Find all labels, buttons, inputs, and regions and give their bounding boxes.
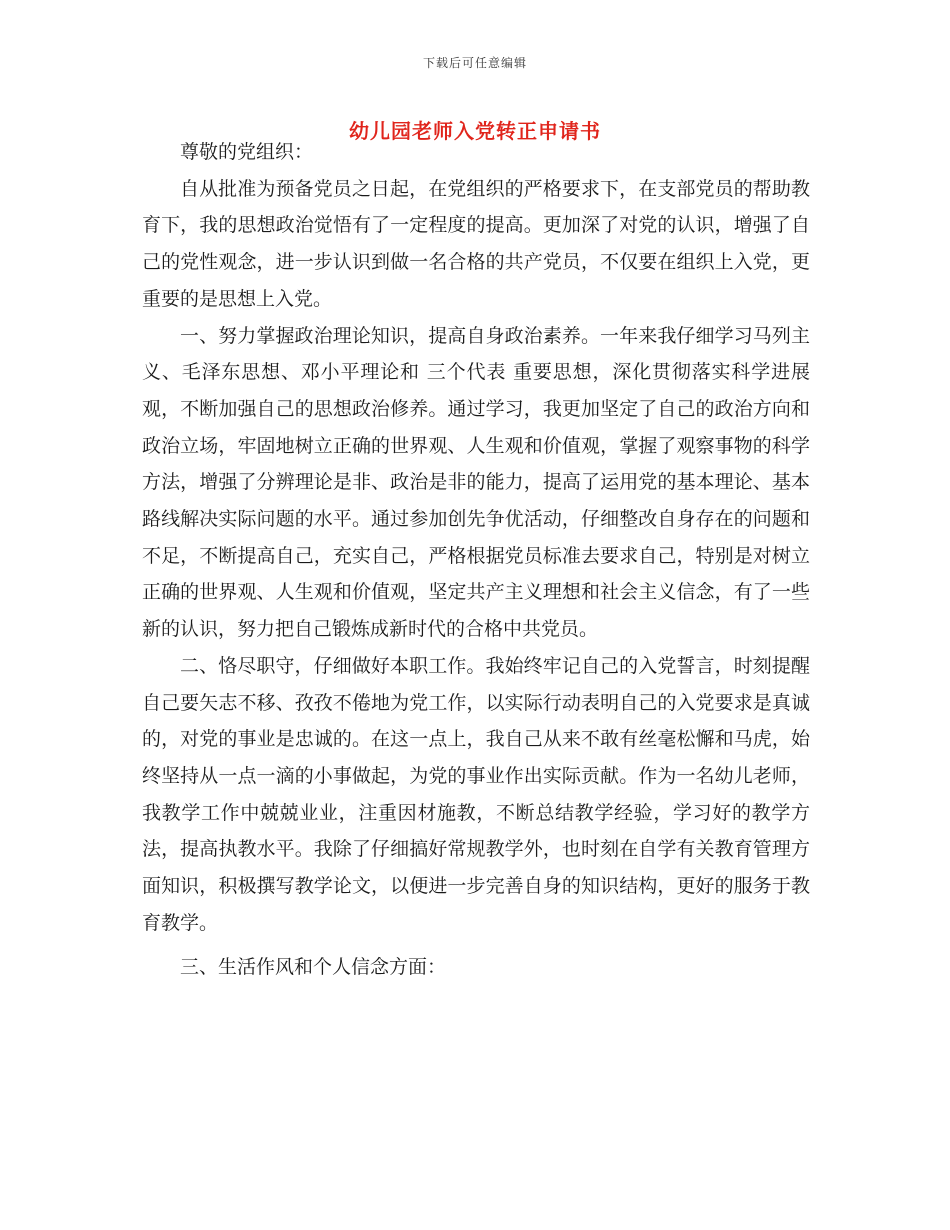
page-header-note: 下载后可任意编辑 [422,56,527,70]
paragraph-section-3: 三、生活作风和个人信念方面： [180,956,447,979]
paragraph-section-2: 二、恪尽职守，仔细做好本职工作。我始终牢记自己的入党誓言，时刻提醒自己要矢志不移、孜孜不倦地为党工作，以实际行动表明自己的入党要求是真诚的，对党的事业是忠诚的。在这一点上，我自己从来不敢有丝毫松懈和马虎，始终坚持从一点一滴的小事做起，为党的事业作出实际贡献。作为一名幼儿老师，我教学工作中兢兢业业，注重因材施教，不断总结教学经验，学习好的教学方法，提高执教水平。我除了仔细搞好常规教学外，也时刻在自学有关教育管理方面知识，积极撰写教学论文，以便进一步完善自身的知识结构，更好的服务于教育教学。 [142,654,810,934]
document-title: 幼儿园老师入党转正申请书 [349,119,601,143]
document-body [142,134,810,986]
salutation: 尊敬的党组织： [180,141,314,163]
paragraph-section-1: 一、努力掌握政治理论知识，提高自身政治素养。一年来我仔细学习马列主义、毛泽东思想、邓小平理论和 三个代表 重要思想，深化贯彻落实科学进展观，不断加强自己的思想政治修养。通过学习，我更加坚定了自己的政治方向和政治立场，牢固地树立正确的世界观、人生观和价值观，掌握了观察事物的科学方法，增强了分辨理论是非、政治是非的能力，提高了运用党的基本理论、基本路线解决实际问题的水平。通过参加创先争优活动，仔细整改自身存在的问题和不足，不断提高自己，充实自己，严格根据党员标准去要求自己，特别是对树立正确的世界观、人生观和价值观，坚定共产主义理想和社会主义信念，有了一些新的认识，努力把自己锻炼成新时代的合格中共党员。 [142,324,810,641]
paragraph-intro: 自从批准为预备党员之日起，在党组织的严格要求下，在支部党员的帮助教育下，我的思想政治觉悟有了一定程度的提高。更加深了对党的认识，增强了自己的党性观念，进一步认识到做一名合格的共产党员，不仅要在组织上入党，更重要的是思想上入党。 [142,177,810,310]
